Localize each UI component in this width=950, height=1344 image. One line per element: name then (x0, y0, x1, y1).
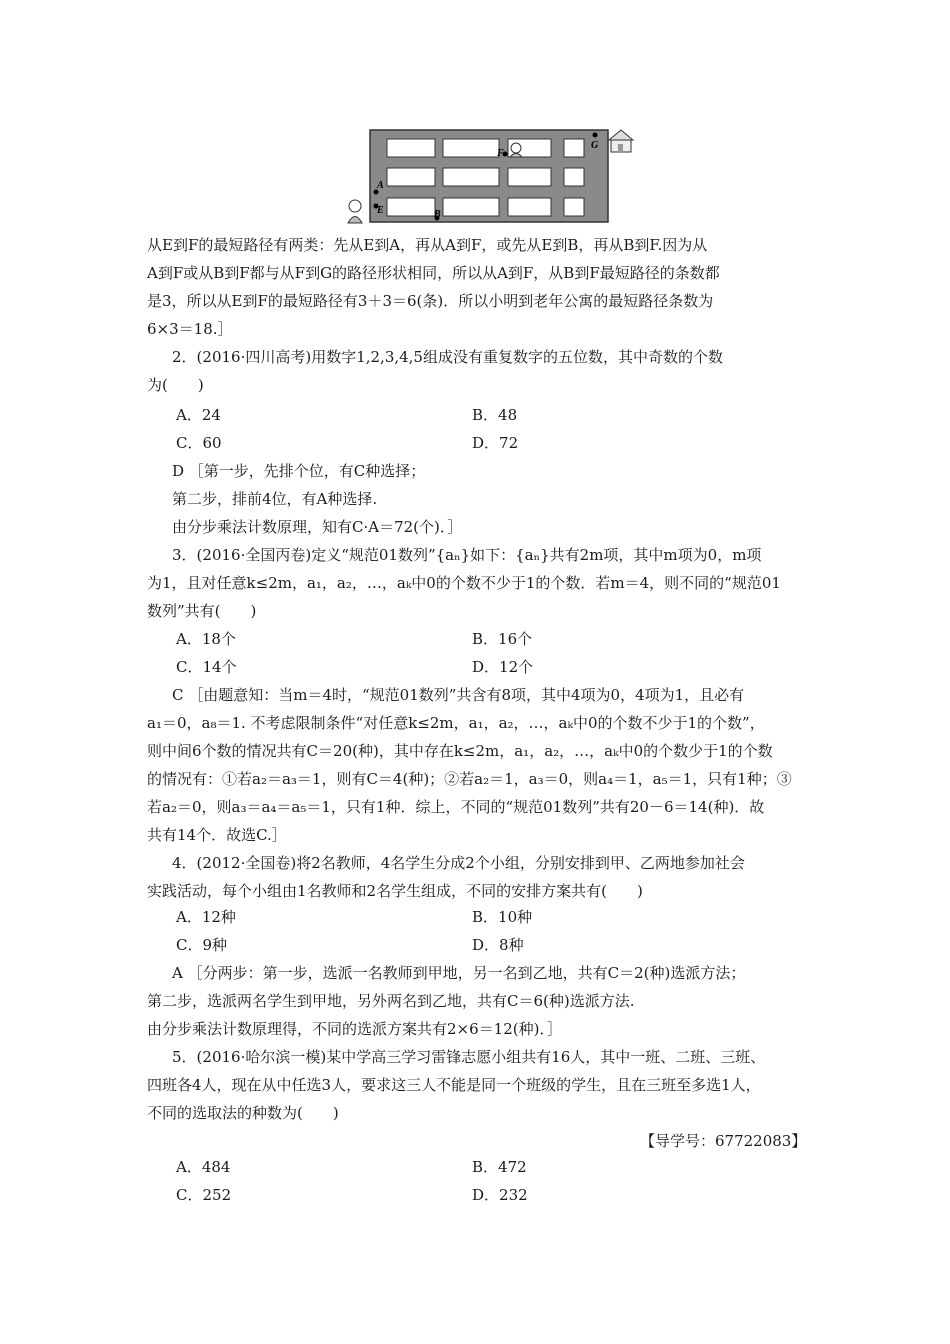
q5-stem-line-2: 四班各4人，现在从中任选3人，要求这三人不能是同一个班级的学生，且在三班至多选1人， (147, 1076, 761, 1094)
q4-answer-line-1: A ［分两步：第一步，选派一名教师到甲地，另一名到乙地，共有C＝2(种)选派方法； (172, 964, 746, 982)
q5-option-b: B．472 (472, 1158, 527, 1176)
q2-option-d: D．72 (472, 434, 519, 452)
label-a: A (377, 180, 384, 191)
q4-answer-line-2: 第二步，选派两名学生到甲地，另外两名到乙地，共有C＝6(种)选派方法. (147, 992, 635, 1010)
q3-option-c: C．14个 (176, 658, 237, 676)
label-f: F (497, 148, 504, 159)
q2-stem-line-2: 为( ) (147, 376, 204, 394)
q4-option-d: D．8种 (472, 936, 524, 954)
q2-stem-line-1: 2．(2016·四川高考)用数字1,2,3,4,5组成没有重复数字的五位数，其中奇数的个数 (172, 348, 723, 366)
block (564, 168, 584, 186)
block (387, 198, 435, 216)
q3-option-d: D．12个 (472, 658, 534, 676)
q2-answer-line-1: D ［第一步，先排个位，有C种选择； (172, 462, 426, 480)
q3-answer-line-2: a₁＝0，a₈＝1. 不考虑限制条件“对任意k≤2m，a₁，a₂，…，aₖ中0的个数不少于1的个数”， (147, 714, 765, 732)
q4-stem-line-2: 实践活动，每个小组由1名教师和2名学生组成，不同的安排方案共有( ) (147, 882, 643, 900)
block (508, 198, 551, 216)
q5-option-a: A．484 (176, 1158, 231, 1176)
block (387, 139, 435, 157)
point-g (593, 133, 598, 138)
q2-option-b: B．48 (472, 406, 518, 424)
q4-option-a: A．12种 (176, 908, 236, 926)
q3-option-a: A．18个 (176, 630, 236, 648)
q3-stem-line-1: 3．(2016·全国丙卷)定义“规范01数列”{aₙ}如下：{aₙ}共有2m项，其中m项为0，m项 (172, 546, 762, 564)
street-grid-figure (345, 126, 635, 226)
block (443, 198, 499, 216)
block (564, 198, 584, 216)
q2-option-a: A．24 (176, 406, 221, 424)
q5-stem-line-3: 不同的选取法的种数为( ) (147, 1104, 339, 1122)
q4-answer-line-3: 由分步乘法计数原理得，不同的选派方案共有2×6＝12(种)．］ (147, 1020, 562, 1038)
q3-answer-line-1: C ［由题意知：当m＝4时，“规范01数列”共含有8项，其中4项为0，4项为1，且必有 (172, 686, 745, 704)
block (443, 139, 499, 157)
q4-option-b: B．10种 (472, 908, 533, 926)
person-icon (510, 143, 522, 157)
q5-stem-line-1: 5．(2016·哈尔滨一模)某中学高三学习雷锋志愿小组共有16人，其中一班、二班、三班、 (172, 1048, 766, 1066)
q3-answer-line-6: 共有14个．故选C.］ (147, 826, 287, 844)
q5-option-c: C．252 (176, 1186, 232, 1204)
street-grid-svg (345, 126, 635, 226)
label-g: G (591, 140, 599, 151)
q3-option-b: B．16个 (472, 630, 533, 648)
q1-explanation-line-3: 是3，所以从E到F的最短路径有3＋3＝6(条)．所以小明到老年公寓的最短路径条数为 (147, 292, 714, 310)
block (508, 168, 551, 186)
q1-explanation-line-4: 6×3＝18.］ (147, 320, 233, 338)
q3-stem-line-3: 数列”共有( ) (147, 602, 257, 620)
q1-explanation-line-1: 从E到F的最短路径有两类：先从E到A，再从A到F，或先从E到B，再从B到F.因为从 (147, 236, 708, 254)
q2-answer-line-3: 由分步乘法计数原理，知有C·A＝72(个)．］ (172, 518, 463, 536)
q5-reference-number: 【导学号：67722083】 (640, 1132, 807, 1150)
q1-explanation-line-2: A到F或从B到F都与从F到G的路径形状相同，所以从A到F，从B到F最短路径的条数都 (147, 264, 720, 282)
q3-answer-line-4: 的情况有：①若a₂＝a₃＝1，则有C＝4(种)；②若a₂＝1，a₃＝0，则a₄＝1，a₅＝1，只有1种；③ (147, 770, 792, 788)
student-icon (348, 200, 362, 223)
q3-stem-line-2: 为1，且对任意k≤2m，a₁，a₂，…，aₖ中0的个数不少于1的个数．若m＝4，则不同的“规范01 (147, 574, 781, 592)
q5-option-d: D．232 (472, 1186, 528, 1204)
q4-option-c: C．9种 (176, 936, 228, 954)
q3-answer-line-5: 若a₂＝0，则a₃＝a₄＝a₅＝1，只有1种．综上，不同的“规范01数列”共有20－6＝14(种)．故 (147, 798, 765, 816)
block (564, 139, 584, 157)
q3-answer-line-3: 则中间6个数的情况共有C＝20(种)，其中存在k≤2m，a₁，a₂，…，aₖ中0的个数少于1的个数 (147, 742, 773, 760)
label-e: E (377, 205, 384, 216)
q2-answer-line-2: 第二步，排前4位，有A种选择. (172, 490, 378, 508)
q4-stem-line-1: 4．(2012·全国卷)将2名教师，4名学生分成2个小组，分别安排到甲、乙两地参加社会 (172, 854, 745, 872)
q2-option-c: C．60 (176, 434, 222, 452)
block (443, 168, 499, 186)
label-b: B (434, 209, 441, 220)
block (387, 168, 435, 186)
house-icon (609, 130, 633, 152)
